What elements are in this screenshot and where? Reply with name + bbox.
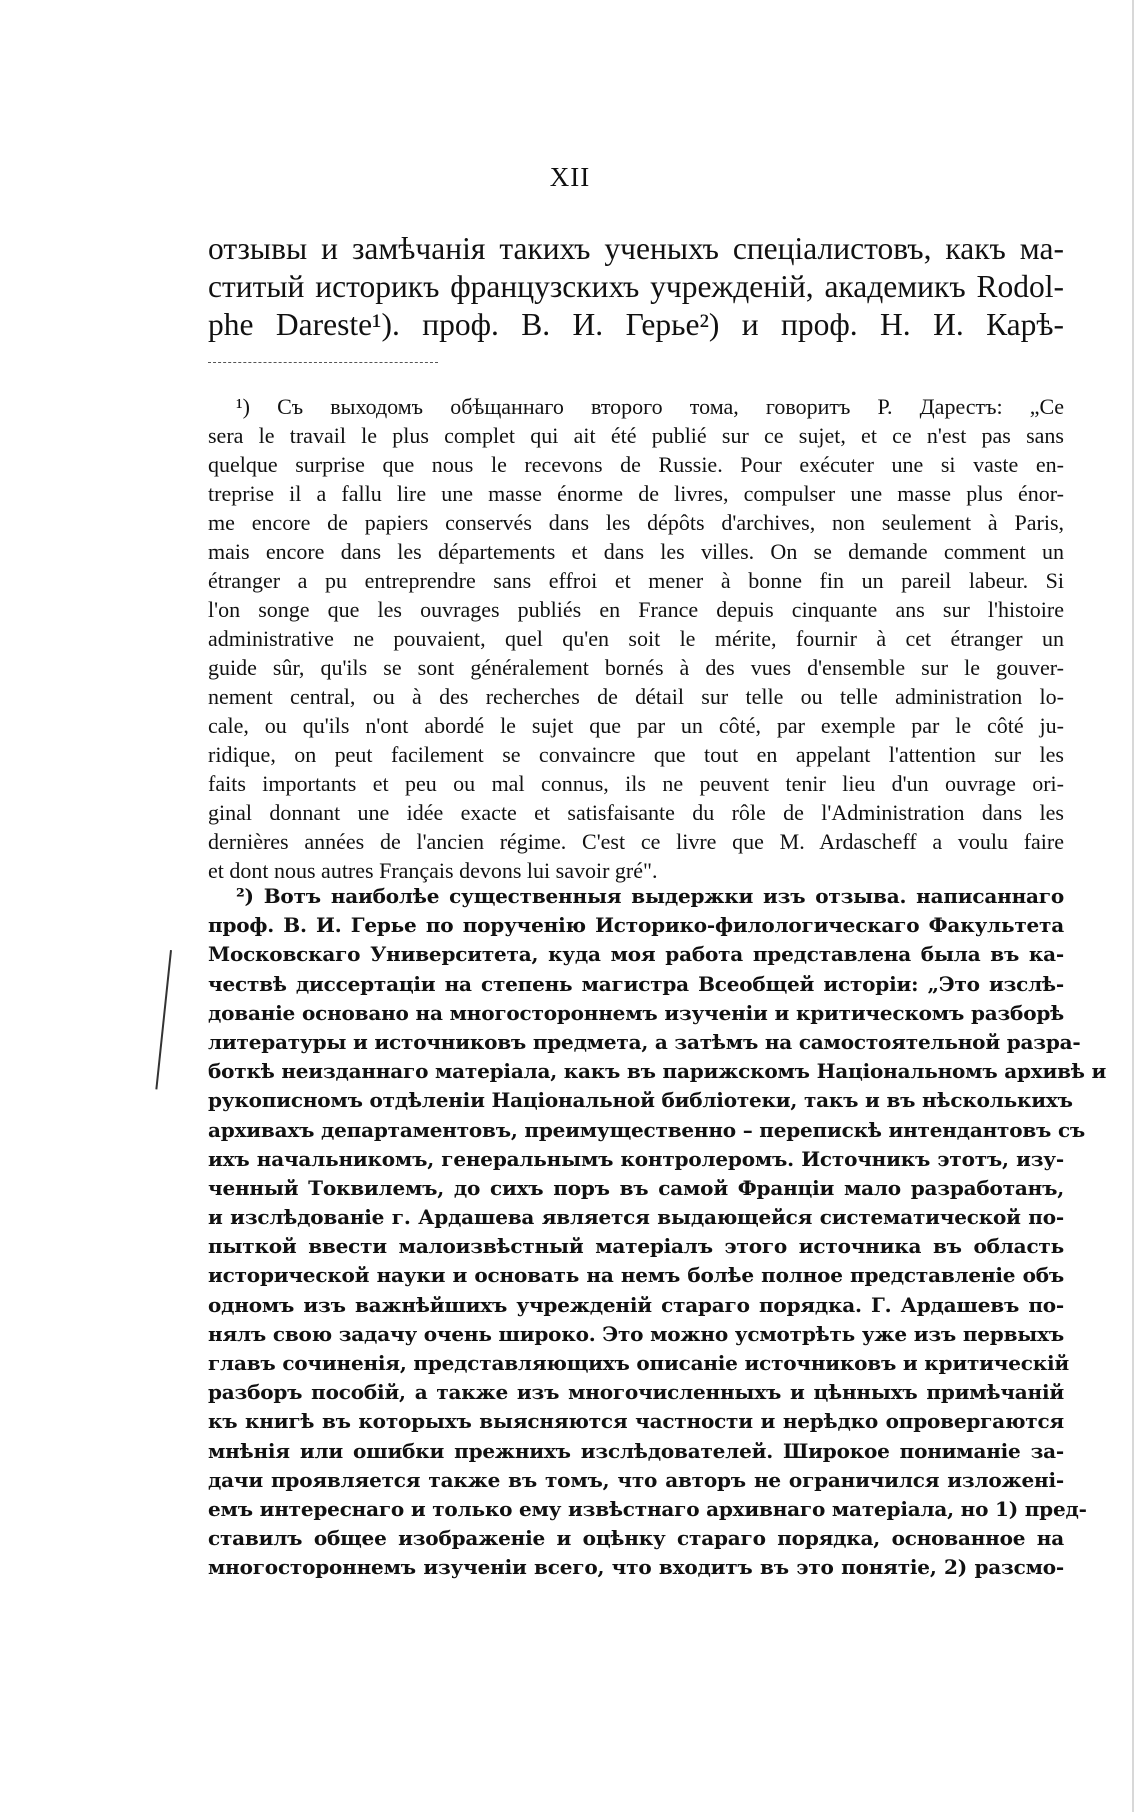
footnote-line: ²) Вотъ наиболѣе существенныя выдержки изъ отзыва. написаннаго	[236, 884, 1064, 908]
footnote-line: cale, ou qu'ils n'ont abordé le sujet que par un côté, par exemple par le côté ju-	[208, 713, 1064, 738]
footnote-line: mais encore dans les départements et dans les villes. On se demande comment un	[208, 539, 1064, 564]
margin-pencil-mark	[155, 950, 178, 1090]
footnote-line: рукописномъ отдѣленіи Національной библіотеки, такъ и въ нѣсколькихъ	[208, 1088, 1073, 1113]
footnote-line: одномъ изъ важнѣйшихъ учрежденій стараго порядка. Г. Ардашевъ по-	[208, 1292, 1064, 1317]
footnote-line: дачи проявляется также въ томъ, что авторъ не ограничился изложені-	[208, 1467, 1064, 1492]
footnote-line: quelque surprise que nous le recevons de Russie. Pour exécuter une si vaste en-	[208, 452, 1064, 477]
footnote-line: исторической науки и основать на немъ болѣе полное представленіе объ	[208, 1263, 1064, 1288]
footnote-line: нялъ свою задачу очень широко. Это можно усмотрѣть уже изъ первыхъ	[208, 1321, 1064, 1346]
page-number: XII	[549, 162, 591, 192]
main-text-line: ститый историкъ французскихъ учрежденій, академикъ Rodol-	[208, 269, 1064, 304]
footnote-line: l'on songe que les ouvrages publiés en France depuis cinquante ans sur l'histoire	[208, 597, 1064, 622]
footnote-separator	[208, 362, 438, 363]
footnote-line: ихъ начальникомъ, генеральнымъ контролеромъ. Источникъ этотъ, изу-	[208, 1146, 1064, 1171]
footnote-line: проф. В. И. Герье по порученію Историко-филологическаго Факультета	[208, 913, 1064, 938]
footnote-line: главъ сочиненія, представляющихъ описаніе источниковъ и критическій	[208, 1351, 1070, 1375]
main-text-line: phe Dareste¹). проф. В. И. Герье²) и проф. Н. И. Карѣ-	[208, 307, 1064, 342]
footnote-line: многостороннемъ изученіи всего, что входитъ въ это понятіе, 2) разсмо-	[208, 1555, 1064, 1580]
footnote-line: мнѣнія или ошибки прежнихъ изслѣдователей. Широкое пониманіе за-	[208, 1438, 1064, 1463]
page-edge-line	[1132, 0, 1134, 1812]
footnote-line: administrative ne pouvaient, quel qu'en soit le mérite, fournir à cet étranger un	[208, 626, 1064, 651]
footnote-line: емъ интереснаго и только ему извѣстнаго архивнаго матеріала, но 1) пред-	[208, 1496, 1087, 1521]
footnote-line: къ книгѣ въ которыхъ выясняются частности и нерѣдко опровергаются	[208, 1409, 1064, 1434]
footnote-line: ridique, on peut facilement se convaincre que tout en appelant l'attention sur les	[208, 742, 1064, 767]
footnote-2	[208, 882, 1107, 1583]
footnote-line: me encore de papiers conservés dans les dépôts d'archives, non seulement à Paris,	[208, 510, 1064, 535]
footnote-line: ginal donnant une idée exacte et satisfaisante du rôle de l'Administration dans les	[208, 800, 1064, 825]
footnote-line: ставилъ общее изображеніе и оцѣнку стараго порядка, основанное на	[208, 1526, 1064, 1551]
footnote-line: treprise il a fallu lire une masse énorme de livres, compulser une masse plus énor-	[208, 481, 1064, 506]
footnote-line: чествѣ диссертаціи на степень магистра Всеобщей исторіи: „Это изслѣ-	[208, 971, 1064, 996]
footnote-line: nement central, ou à des recherches de détail sur telle ou telle administration lo-	[208, 684, 1064, 709]
footnote-line: литературы и источниковъ предмета, а затѣмъ на самостоятельной разра-	[208, 1029, 1081, 1054]
footnote-line: sera le travail le plus complet qui ait été publié sur ce sujet, et ce n'est pas sans	[208, 423, 1064, 448]
footnote-line: архивахъ департаментовъ, преимущественно – перепискѣ интендантовъ съ	[208, 1117, 1086, 1142]
main-paragraph	[208, 230, 1064, 344]
footnote-line: пыткой ввести малоизвѣстный матеріалъ этого источника въ область	[208, 1234, 1064, 1259]
main-text-line: отзывы и замѣчанія такихъ ученыхъ спеціалистовъ, какъ ма-	[208, 231, 1064, 266]
footnote-line: faits importants et peu ou mal connus, ils ne peuvent tenir lieu d'un ouvrage ori-	[208, 771, 1064, 796]
footnote-line: Московскаго Университета, куда моя работа представлена была въ ка-	[208, 942, 1064, 967]
footnote-line: ¹) Съ выходомъ обѣщаннаго второго тома, говоритъ Р. Дарестъ: „Ce	[236, 394, 1064, 419]
footnote-line: и изслѣдованіе г. Ардашева является выдающейся систематической по-	[208, 1205, 1064, 1230]
footnote-line: дованіе основано на многостороннемъ изученіи и критическомъ разборѣ	[208, 1000, 1064, 1025]
footnote-line: ченный Токвилемъ, до сихъ поръ въ самой Франціи мало разработанъ,	[208, 1175, 1064, 1200]
footnote-line: guide sûr, qu'ils se sont généralement bornés à des vues d'ensemble sur le gouver-	[208, 655, 1064, 680]
footnote-line: dernières années de l'ancien régime. C'est ce livre que M. Ardascheff a voulu faire	[208, 829, 1064, 854]
footnote-line: et dont nous autres Français devons lui savoir gré".	[208, 858, 658, 883]
footnote-line: боткѣ неизданнаго матеріала, какъ въ парижскомъ Національномъ архивѣ и	[208, 1059, 1107, 1084]
footnote-line: разборъ пособій, а также изъ многочисленныхъ и цѣнныхъ примѣчаній	[208, 1380, 1064, 1405]
footnote-line: étranger a pu entreprendre sans effroi et mener à bonne fin un pareil labeur. Si	[208, 568, 1064, 593]
footnote-1	[208, 392, 1064, 885]
